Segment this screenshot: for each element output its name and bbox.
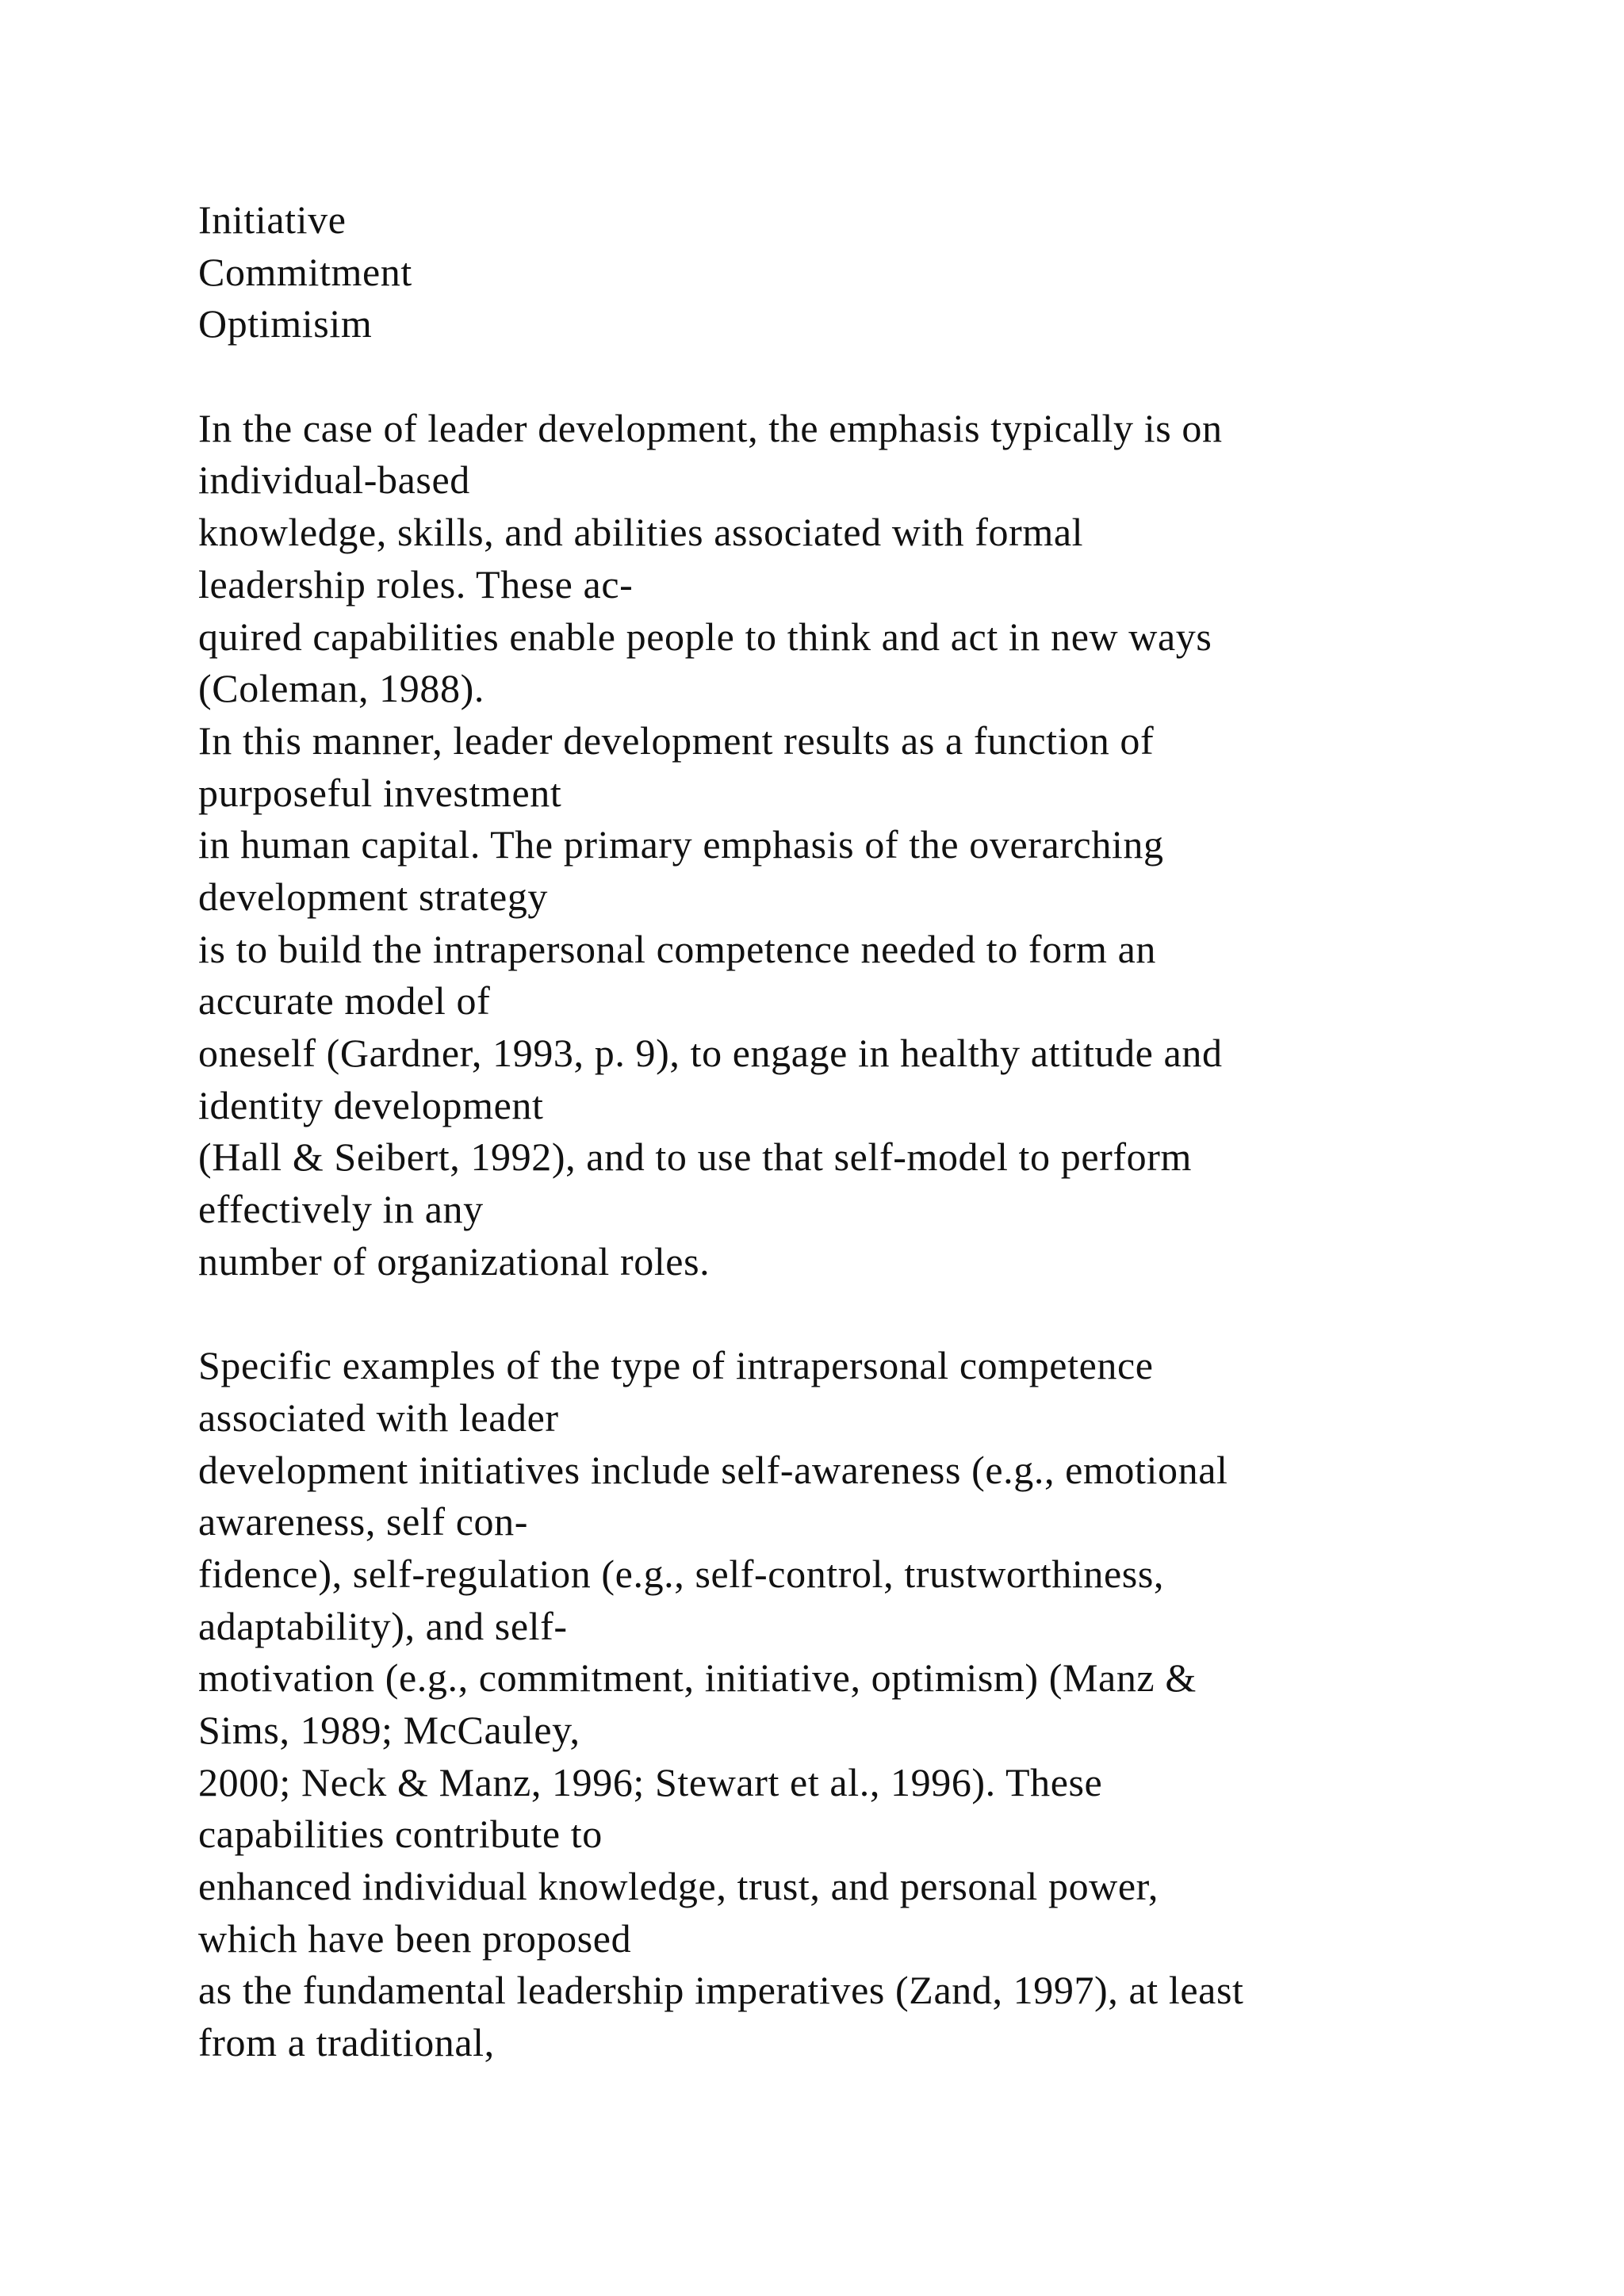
paragraph-line: oneself (Gardner, 1993, p. 9), to engage in healthy attitude and	[198, 1031, 1223, 1075]
paragraph-1	[198, 403, 1594, 1288]
heading-line: Optimisim	[198, 301, 373, 346]
paragraph-line: in human capital. The primary emphasis of the overarching	[198, 822, 1164, 867]
paragraph-line: purposeful investment	[198, 770, 562, 815]
paragraph-line: identity development	[198, 1082, 544, 1127]
paragraph-line: (Hall & Seibert, 1992), and to use that self-model to perform	[198, 1135, 1192, 1180]
heading-line: Initiative	[198, 197, 347, 242]
paragraph-gap	[198, 350, 1594, 403]
paragraph-line: Sims, 1989; McCauley,	[198, 1707, 580, 1752]
paragraph-line: capabilities contribute to	[198, 1812, 603, 1857]
paragraph-line: knowledge, skills, and abilities associated with formal	[198, 510, 1084, 555]
paragraph-line: enhanced individual knowledge, trust, and personal power,	[198, 1864, 1159, 1908]
paragraph-line: fidence), self-regulation (e.g., self-control, trustworthiness,	[198, 1551, 1164, 1596]
paragraph-line: (Coleman, 1988).	[198, 666, 485, 711]
paragraph-line: is to build the intrapersonal competence needed to form an	[198, 926, 1157, 971]
heading-list	[198, 194, 1594, 350]
paragraph-line: In this manner, leader development results as a function of	[198, 718, 1155, 763]
document-text	[198, 194, 1594, 2069]
paragraph-line: as the fundamental leadership imperatives (Zand, 1997), at least	[198, 1968, 1244, 2013]
heading-line: Commitment	[198, 249, 412, 294]
paragraph-line: In the case of leader development, the emphasis typically is on	[198, 405, 1223, 450]
paragraph-line: Specific examples of the type of intrapersonal competence	[198, 1343, 1154, 1388]
paragraph-line: associated with leader	[198, 1395, 559, 1440]
paragraph-line: leadership roles. These ac-	[198, 561, 634, 607]
paragraph-line: which have been proposed	[198, 1915, 632, 1961]
paragraph-line: number of organizational roles.	[198, 1238, 710, 1284]
paragraph-line: development initiatives include self-awareness (e.g., emotional	[198, 1447, 1228, 1492]
paragraph-line: accurate model of	[198, 978, 491, 1024]
paragraph-line: 2000; Neck & Manz, 1996; Stewart et al., 1996). These	[198, 1759, 1103, 1804]
paragraph-line: effectively in any	[198, 1187, 484, 1232]
paragraph-line: from a traditional,	[198, 2020, 495, 2065]
paragraph-line: awareness, self con-	[198, 1499, 528, 1544]
paragraph-line: motivation (e.g., commitment, initiative, optimism) (Manz &	[198, 1655, 1197, 1701]
paragraph-2	[198, 1340, 1594, 2069]
paragraph-line: development strategy	[198, 874, 549, 919]
paragraph-line: individual-based	[198, 457, 470, 503]
paragraph-gap	[198, 1288, 1594, 1340]
paragraph-line: adaptability), and self-	[198, 1603, 568, 1648]
paragraph-line: quired capabilities enable people to think and act in new ways	[198, 614, 1212, 659]
